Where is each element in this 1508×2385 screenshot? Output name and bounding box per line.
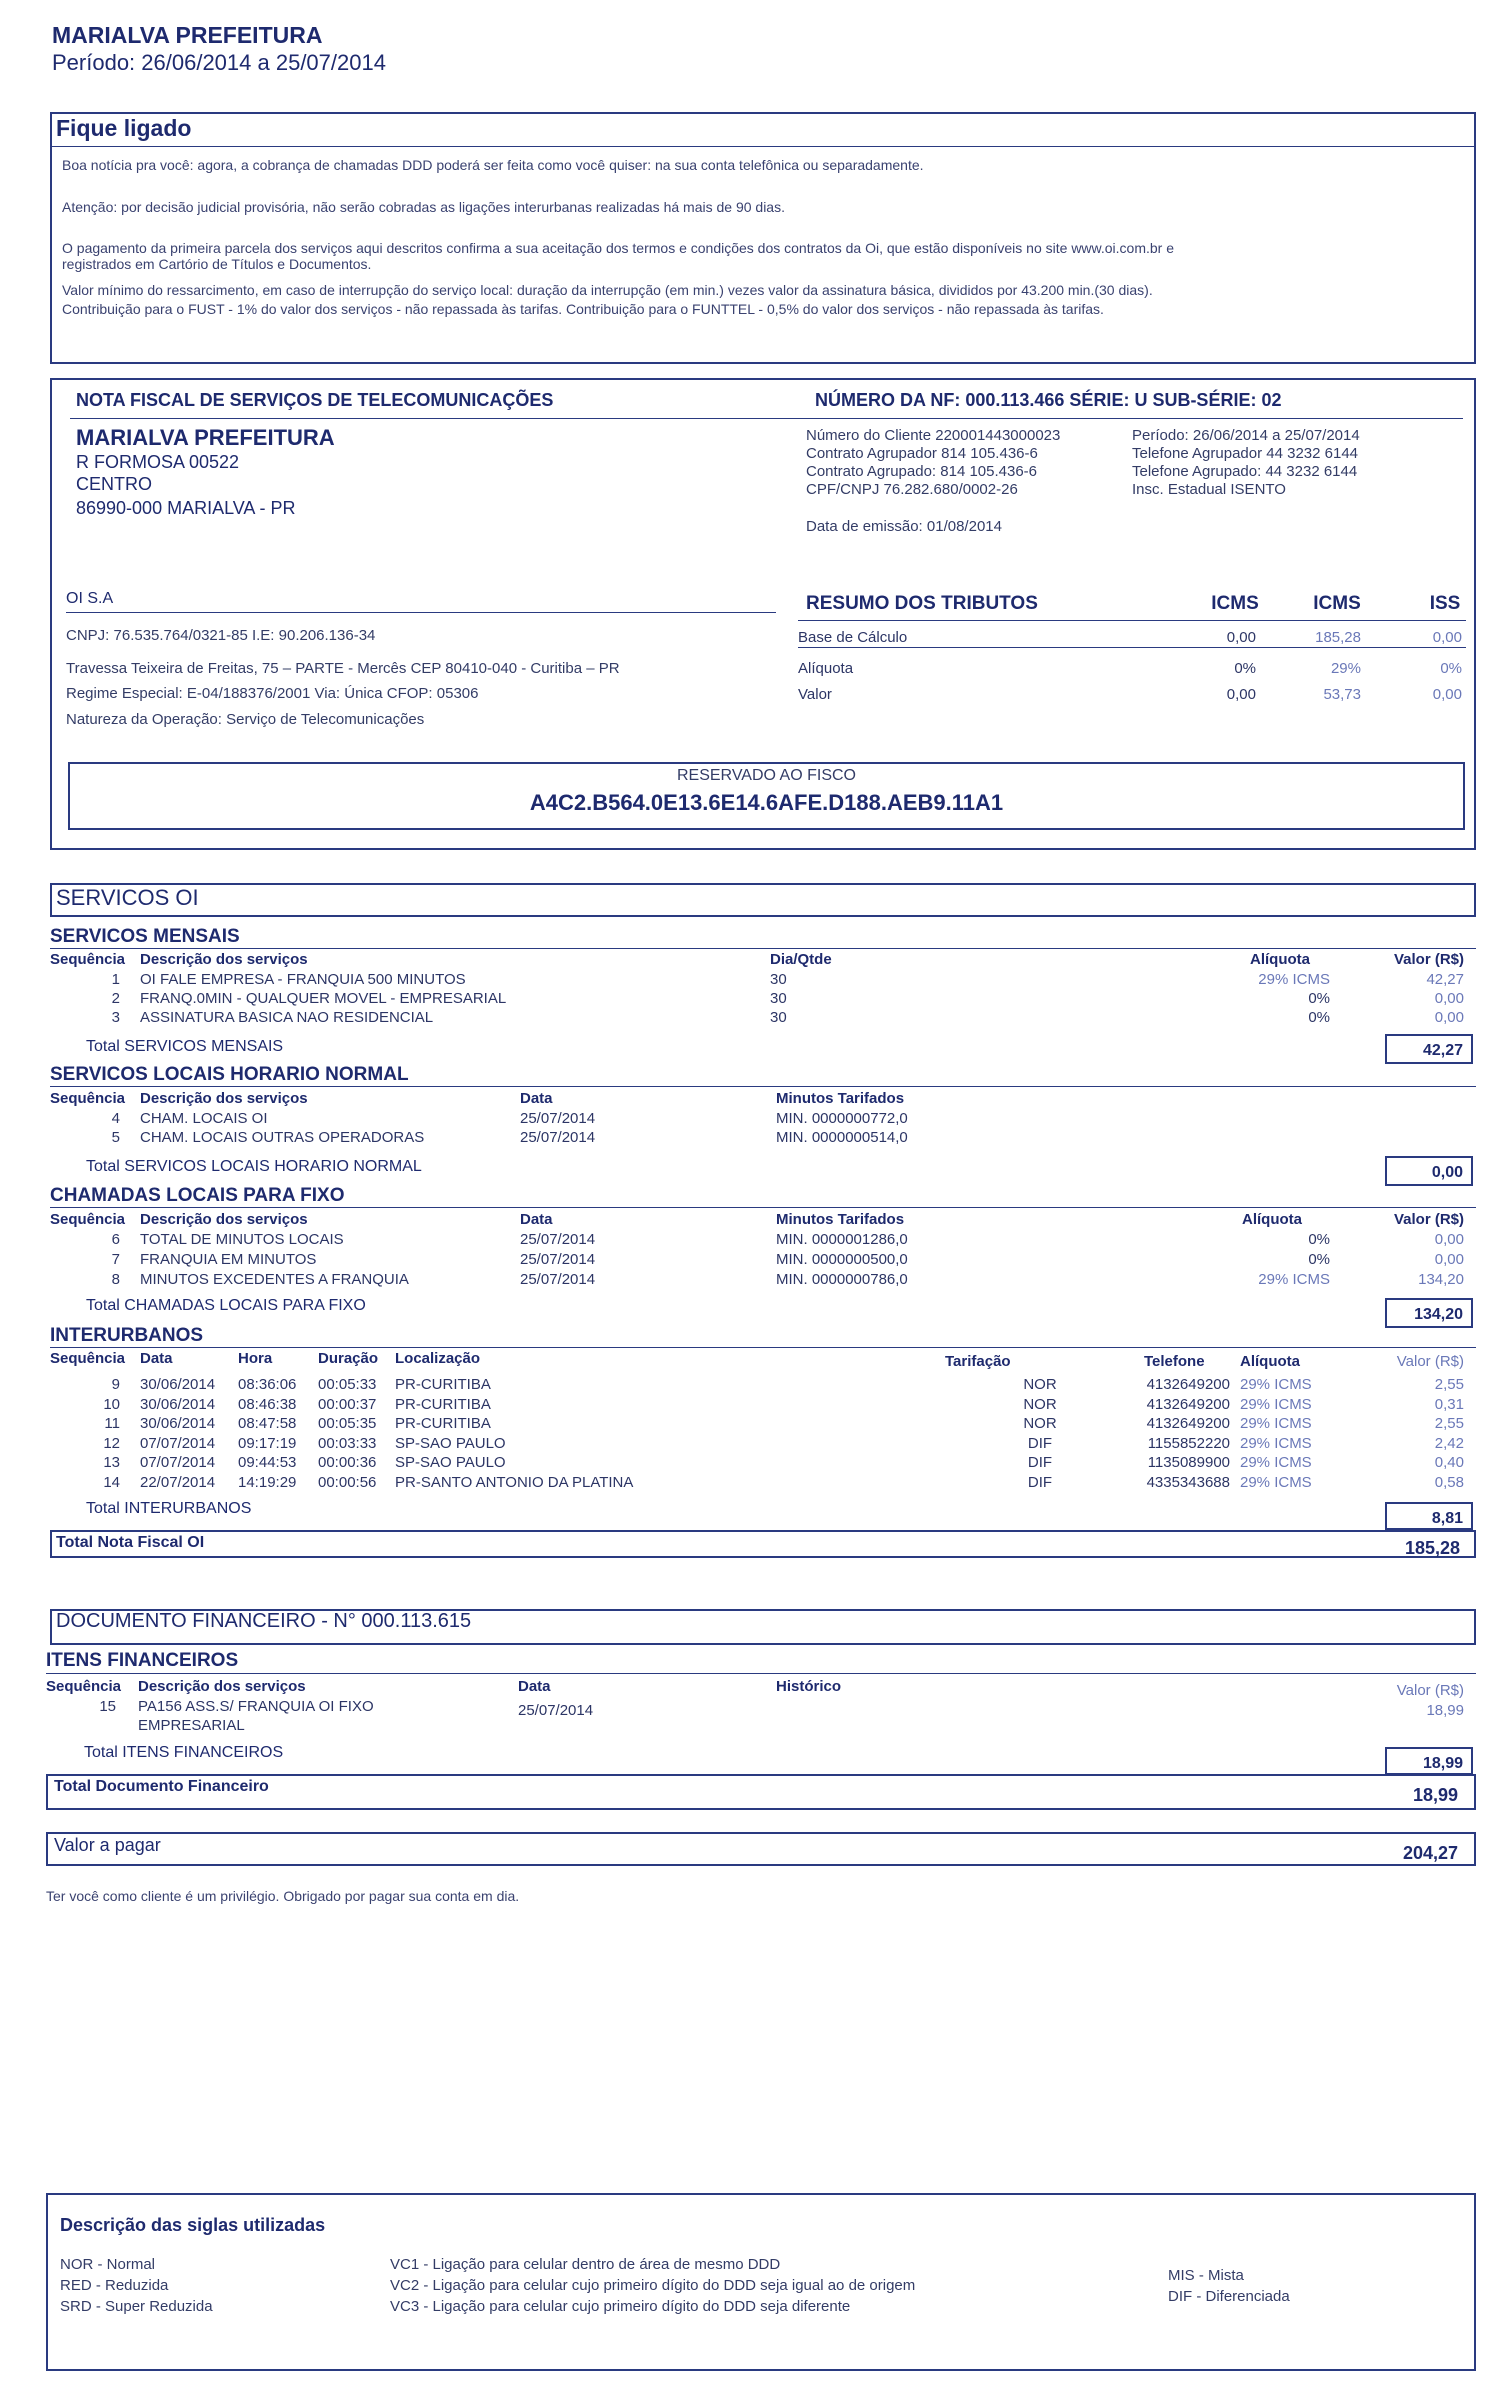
tributos-value: 53,73 xyxy=(1323,686,1361,703)
row-tarifacao: DIF xyxy=(1027,1434,1053,1452)
documento-title: DOCUMENTO FINANCEIRO - N° 000.113.615 xyxy=(56,1610,472,1632)
siglas-col-1 xyxy=(60,2254,213,2317)
tributos-col-icms-2: ICMS xyxy=(1313,593,1361,614)
row-telefone: 1155852220 xyxy=(1147,1434,1230,1452)
row-aliq: 0% xyxy=(1308,1231,1330,1248)
valor-pagar-box xyxy=(46,1832,1476,1866)
col-desc: Descrição dos serviços xyxy=(138,1678,306,1695)
col-dia: Dia/Qtde xyxy=(770,951,832,968)
table-row xyxy=(50,1110,1476,1129)
col-aliq: Alíquota xyxy=(1250,951,1310,968)
row-valor: 42,27 xyxy=(1426,971,1464,988)
row-valor: 0,00 xyxy=(1434,1009,1464,1026)
col-desc: Descrição dos serviços xyxy=(140,1211,308,1228)
section-fixo-title: CHAMADAS LOCAIS PARA FIXO xyxy=(50,1185,345,1206)
fisco-code: A4C2.B564.0E13.6E14.6AFE.D188.AEB9.11A1 xyxy=(529,790,1004,815)
table-row xyxy=(50,1009,1476,1028)
col-desc: Descrição dos serviços xyxy=(140,951,308,968)
valor-pagar-label: Valor a pagar xyxy=(54,1835,161,1855)
row-seq: 13 xyxy=(103,1454,120,1471)
insc-estadual: Insc. Estadual ISENTO xyxy=(1132,481,1286,498)
phone-agrupado: Telefone Agrupado: 44 3232 6144 xyxy=(1132,463,1358,480)
row-hora: 08:36:06 xyxy=(238,1376,297,1393)
sigla-vc1: VC1 - Ligação para celular dentro de área de mesmo DDD xyxy=(390,2256,781,2273)
row-dia: 30 xyxy=(770,990,787,1007)
col-seq: Sequência xyxy=(50,1211,126,1228)
company-cnpj: CNPJ: 76.535.764/0321-85 I.E: 90.206.136-34 xyxy=(66,627,376,644)
itens-title: ITENS FINANCEIROS xyxy=(46,1650,239,1671)
row-seq: 7 xyxy=(111,1251,120,1268)
row-hora: 14:19:29 xyxy=(238,1473,297,1491)
sigla-red: RED - Reduzida xyxy=(60,2277,169,2294)
notice-line-3: O pagamento da primeira parcela dos serviços aqui descritos confirma a sua aceitação dos termos e condições dos contratos da Oi, que estão disponíveis no site www.oi.com.br e xyxy=(62,240,1175,256)
section-locais-title: SERVICOS LOCAIS HORARIO NORMAL xyxy=(50,1064,409,1085)
row-seq: 4 xyxy=(111,1110,120,1127)
row-data: 25/07/2014 xyxy=(520,1231,596,1248)
row-valor: 0,00 xyxy=(1434,1251,1464,1268)
row-valor: 2,55 xyxy=(1434,1415,1464,1432)
section-inter-title: INTERURBANOS xyxy=(50,1325,204,1346)
tributos-label: Valor xyxy=(798,686,832,703)
row-desc-cont: EMPRESARIAL xyxy=(138,1717,245,1734)
col-telefone: Telefone xyxy=(1144,1353,1205,1370)
phone-agrupador: Telefone Agrupador 44 3232 6144 xyxy=(1132,445,1359,462)
col-seq: Sequência xyxy=(50,1090,126,1107)
row-desc: OI FALE EMPRESA - FRANQUIA 500 MINUTOS xyxy=(140,971,466,988)
row-aliq: 0% xyxy=(1308,1009,1330,1026)
row-localizacao: SP-SAO PAULO xyxy=(395,1434,506,1452)
row-telefone: 1135089900 xyxy=(1147,1454,1230,1471)
row-telefone: 4132649200 xyxy=(1146,1376,1230,1393)
row-localizacao: PR-CURITIBA xyxy=(395,1415,491,1432)
col-seq: Sequência xyxy=(46,1678,122,1695)
row-data: 30/06/2014 xyxy=(140,1415,216,1432)
company-natureza: Natureza da Operação: Serviço de Telecomunicações xyxy=(66,711,425,728)
row-seq: 11 xyxy=(104,1415,120,1432)
inter-total: 8,81 xyxy=(1385,1502,1473,1530)
col-aliq: Alíquota xyxy=(1240,1353,1300,1370)
tributos-label: Base de Cálculo xyxy=(798,629,908,646)
table-row xyxy=(50,1129,1476,1148)
col-localizacao: Localização xyxy=(395,1350,481,1367)
sigla-mis: MIS - Mista xyxy=(1168,2267,1244,2284)
row-aliq: 29% ICMS xyxy=(1240,1395,1312,1413)
col-hora: Hora xyxy=(238,1350,273,1367)
company-address: Travessa Teixeira de Freitas, 75 – PARTE - Mercês CEP 80410-040 - Curitiba – PR xyxy=(66,660,620,677)
row-desc: CHAM. LOCAIS OI xyxy=(140,1110,268,1127)
row-hora: 09:44:53 xyxy=(238,1454,297,1471)
tributos-value: 0,00 xyxy=(1432,686,1462,703)
tributos-row-aliquota xyxy=(798,660,1466,680)
notice-line-1: Boa notícia pra você: agora, a cobrança de chamadas DDD poderá ser feita como você quiser: na sua conta telefônica ou separadamente. xyxy=(62,157,924,173)
nf-info-right xyxy=(1132,427,1360,499)
row-duracao: 00:00:56 xyxy=(318,1473,377,1491)
row-min: MIN. 0000000514,0 xyxy=(776,1129,908,1146)
row-aliq: 29% ICMS xyxy=(1240,1473,1312,1491)
table-row xyxy=(50,1271,1476,1290)
row-aliq: 0% xyxy=(1308,990,1330,1007)
locais-header xyxy=(50,1090,1476,1108)
sigla-vc2: VC2 - Ligação para celular cujo primeiro dígito do DDD seja igual ao de origem xyxy=(390,2277,916,2294)
col-desc: Descrição dos serviços xyxy=(140,1090,308,1107)
row-valor: 18,99 xyxy=(1426,1702,1464,1719)
row-telefone: 4132649200 xyxy=(1146,1395,1230,1413)
nf-number: NÚMERO DA NF: 000.113.466 SÉRIE: U SUB-SÉRIE: 02 xyxy=(815,390,1282,410)
row-tarifacao: NOR xyxy=(1023,1395,1057,1413)
nf-period: Período: 26/06/2014 a 25/07/2014 xyxy=(1132,427,1360,444)
notice-line-4: registrados em Cartório de Títulos e Documentos. xyxy=(62,256,372,272)
tributos-value: 0,00 xyxy=(1432,629,1462,646)
mensais-header xyxy=(50,951,1476,969)
row-data: 30/06/2014 xyxy=(140,1395,216,1413)
row-duracao: 00:00:37 xyxy=(318,1395,377,1413)
tributos-title: RESUMO DOS TRIBUTOS xyxy=(806,593,1038,614)
tributos-row-valor xyxy=(798,686,1466,706)
row-min: MIN. 0000001286,0 xyxy=(776,1231,908,1248)
fixo-total: 134,20 xyxy=(1385,1298,1473,1328)
inter-header xyxy=(50,1350,1476,1368)
row-localizacao: PR-CURITIBA xyxy=(395,1376,491,1393)
tributos-value: 0% xyxy=(1234,660,1256,677)
row-data: 25/07/2014 xyxy=(520,1129,596,1146)
notice-line-5: Valor mínimo do ressarcimento, em caso de interrupção do serviço local: duração da interrupção (em min.) vezes valor da assinatura básica, divididos por 43.200 min.(30 dias). xyxy=(62,282,1153,298)
row-duracao: 00:03:33 xyxy=(318,1434,377,1452)
row-valor: 0,00 xyxy=(1434,1231,1464,1248)
tributos-col-iss: ISS xyxy=(1429,593,1461,614)
tributos-value: 0,00 xyxy=(1226,629,1256,646)
row-aliq: 29% ICMS xyxy=(1258,1271,1330,1288)
row-valor: 2,42 xyxy=(1434,1434,1464,1452)
col-tarifacao: Tarifação xyxy=(945,1353,1011,1370)
contract-agrupador: Contrato Agrupador 814 105.436-6 xyxy=(806,445,1038,462)
mensais-total: 42,27 xyxy=(1385,1034,1473,1064)
col-aliq: Alíquota xyxy=(1242,1211,1302,1228)
col-data: Data xyxy=(140,1350,173,1367)
row-seq: 1 xyxy=(111,971,120,988)
row-hora: 08:46:38 xyxy=(238,1395,297,1413)
row-tarifacao: DIF xyxy=(1027,1473,1053,1491)
tributos-value: 0% xyxy=(1440,660,1462,677)
row-desc: PA156 ASS.S/ FRANQUIA OI FIXO xyxy=(138,1698,374,1715)
client-name: MARIALVA PREFEITURA xyxy=(76,425,335,450)
row-seq: 8 xyxy=(111,1271,120,1288)
row-localizacao: PR-CURITIBA xyxy=(395,1395,491,1413)
row-seq: 2 xyxy=(111,990,120,1007)
tributos-label: Alíquota xyxy=(798,660,854,677)
itens-total: 18,99 xyxy=(1385,1747,1473,1775)
row-min: MIN. 0000000772,0 xyxy=(776,1110,908,1127)
row-dia: 30 xyxy=(770,1009,787,1026)
col-duracao: Duração xyxy=(318,1350,379,1367)
row-data: 25/07/2014 xyxy=(520,1251,596,1268)
row-duracao: 00:00:36 xyxy=(318,1454,377,1471)
row-data: 25/07/2014 xyxy=(518,1702,594,1719)
col-valor: Valor (R$) xyxy=(1393,1211,1464,1228)
itens-total-label: Total ITENS FINANCEIROS xyxy=(84,1744,284,1761)
sigla-srd: SRD - Super Reduzida xyxy=(60,2298,213,2315)
table-row xyxy=(50,1454,1476,1473)
company-name: OI S.A xyxy=(66,590,114,607)
notice-box xyxy=(50,112,1476,364)
col-min: Minutos Tarifados xyxy=(776,1090,905,1107)
row-data: 25/07/2014 xyxy=(520,1271,596,1288)
total-doc-label: Total Documento Financeiro xyxy=(54,1778,269,1795)
mensais-total-label: Total SERVICOS MENSAIS xyxy=(86,1038,284,1055)
itens-header xyxy=(46,1678,1476,1699)
row-seq: 15 xyxy=(99,1698,116,1715)
row-data: 22/07/2014 xyxy=(140,1473,216,1491)
row-desc: FRANQUIA EM MINUTOS xyxy=(140,1251,317,1268)
nf-title: NOTA FISCAL DE SERVIÇOS DE TELECOMUNICAÇÕES xyxy=(76,390,554,410)
total-nf-value: 185,28 xyxy=(1404,1538,1460,1558)
row-seq: 14 xyxy=(103,1473,120,1491)
company-regime: Regime Especial: E-04/188376/2001 Via: Única CFOP: 05306 xyxy=(66,685,479,702)
row-aliq: 29% ICMS xyxy=(1258,971,1330,988)
row-aliq: 29% ICMS xyxy=(1240,1376,1312,1393)
row-duracao: 00:05:33 xyxy=(318,1376,377,1393)
row-desc: MINUTOS EXCEDENTES A FRANQUIA xyxy=(140,1271,409,1288)
row-valor: 0,40 xyxy=(1434,1454,1464,1471)
client-address-3: 86990-000 MARIALVA - PR xyxy=(76,498,296,518)
row-hora: 09:17:19 xyxy=(238,1434,297,1452)
servicos-oi-box xyxy=(50,883,1476,917)
sigla-dif: DIF - Diferenciada xyxy=(1168,2288,1290,2305)
table-row xyxy=(50,1415,1476,1434)
tributos-value: 29% xyxy=(1330,660,1361,677)
row-tarifacao: NOR xyxy=(1023,1376,1057,1393)
section-mensais-title: SERVICOS MENSAIS xyxy=(50,926,240,947)
col-data: Data xyxy=(520,1211,553,1228)
total-doc-value: 18,99 xyxy=(1412,1785,1458,1805)
col-data: Data xyxy=(520,1090,553,1107)
row-tarifacao: DIF xyxy=(1027,1454,1053,1471)
emission-date: Data de emissão: 01/08/2014 xyxy=(806,518,1002,535)
row-valor: 0,58 xyxy=(1434,1473,1464,1491)
row-dia: 30 xyxy=(770,971,787,988)
row-tarifacao: NOR xyxy=(1023,1415,1057,1432)
row-hora: 08:47:58 xyxy=(238,1415,297,1432)
siglas-col-2 xyxy=(390,2254,915,2317)
row-desc: CHAM. LOCAIS OUTRAS OPERADORAS xyxy=(140,1129,425,1146)
tributos-row-base xyxy=(798,629,1466,649)
nf-info-left xyxy=(806,427,1060,499)
row-aliq: 29% ICMS xyxy=(1240,1415,1312,1432)
row-data: 07/07/2014 xyxy=(140,1434,216,1452)
col-seq: Sequência xyxy=(50,1350,126,1367)
table-row xyxy=(50,1435,1476,1454)
row-seq: 3 xyxy=(111,1009,120,1026)
tributos-col-icms-1: ICMS xyxy=(1211,593,1259,614)
locais-total-label: Total SERVICOS LOCAIS HORARIO NORMAL xyxy=(86,1158,422,1175)
table-row xyxy=(50,990,1476,1009)
row-aliq: 0% xyxy=(1308,1251,1330,1268)
fisco-label: RESERVADO AO FISCO xyxy=(676,767,856,784)
row-seq: 9 xyxy=(111,1376,120,1393)
sigla-nor: NOR - Normal xyxy=(60,2256,156,2273)
client-address-1: R FORMOSA 00522 xyxy=(76,452,240,472)
col-data: Data xyxy=(518,1678,551,1695)
row-seq: 6 xyxy=(111,1231,120,1248)
col-seq: Sequência xyxy=(50,951,126,968)
row-seq: 12 xyxy=(103,1434,120,1452)
siglas-col-3 xyxy=(1168,2265,1290,2307)
row-valor: 134,20 xyxy=(1418,1271,1464,1288)
tributos-value: 0,00 xyxy=(1226,686,1256,703)
row-telefone: 4132649200 xyxy=(1146,1415,1230,1432)
col-min: Minutos Tarifados xyxy=(776,1211,905,1228)
billing-period: Período: 26/06/2014 a 25/07/2014 xyxy=(52,50,386,75)
notice-title: Fique ligado xyxy=(56,115,192,141)
row-data: 30/06/2014 xyxy=(140,1376,216,1393)
client-address-2: CENTRO xyxy=(76,474,152,494)
cpf-cnpj: CPF/CNPJ 76.282.680/0002-26 xyxy=(806,481,1018,498)
col-valor: Valor (R$) xyxy=(1393,951,1464,968)
row-localizacao: SP-SAO PAULO xyxy=(395,1454,506,1471)
notice-line-6: Contribuição para o FUST - 1% do valor dos serviços - não repassada às tarifas. Contribuição para o FUNTTEL - 0,5% do valor dos serviços - não repassada às tarifas. xyxy=(62,301,1104,317)
customer-name: MARIALVA PREFEITURA xyxy=(52,22,323,48)
row-telefone: 4335343688 xyxy=(1146,1473,1230,1491)
row-min: MIN. 0000000786,0 xyxy=(776,1271,908,1288)
row-data: 07/07/2014 xyxy=(140,1454,216,1471)
table-row xyxy=(50,1376,1476,1395)
client-number: Número do Cliente 220001443000023 xyxy=(806,427,1061,444)
locais-total: 0,00 xyxy=(1385,1156,1473,1186)
fixo-header xyxy=(50,1211,1476,1229)
thanks-message: Ter você como cliente é um privilégio. Obrigado por pagar sua conta em dia. xyxy=(46,1888,520,1904)
total-nf-label: Total Nota Fiscal OI xyxy=(56,1534,205,1551)
row-data: 25/07/2014 xyxy=(520,1110,596,1127)
col-historico: Histórico xyxy=(776,1678,842,1695)
row-desc: TOTAL DE MINUTOS LOCAIS xyxy=(140,1231,344,1248)
table-row xyxy=(46,1698,1476,1738)
notice-line-2: Atenção: por decisão judicial provisória, não serão cobradas as ligações interurbanas realizadas há mais de 90 dias. xyxy=(62,199,785,215)
col-valor: Valor (R$) xyxy=(1396,1682,1464,1699)
row-valor: 0,00 xyxy=(1434,990,1464,1007)
inter-total-label: Total INTERURBANOS xyxy=(86,1500,252,1517)
row-min: MIN. 0000000500,0 xyxy=(776,1251,908,1268)
row-aliq: 29% ICMS xyxy=(1240,1454,1312,1471)
table-row xyxy=(50,1231,1476,1250)
total-nf-box xyxy=(50,1530,1476,1558)
contract-agrupado: Contrato Agrupado: 814 105.436-6 xyxy=(806,463,1038,480)
row-seq: 5 xyxy=(111,1129,120,1146)
col-valor: Valor (R$) xyxy=(1396,1353,1464,1370)
row-duracao: 00:05:35 xyxy=(318,1415,377,1432)
sigla-vc3: VC3 - Ligação para celular cujo primeiro dígito do DDD seja diferente xyxy=(390,2298,851,2315)
row-desc: FRANQ.0MIN - QUALQUER MOVEL - EMPRESARIAL xyxy=(140,990,507,1007)
table-row xyxy=(50,1251,1476,1270)
servicos-oi-title: SERVICOS OI xyxy=(56,885,199,910)
valor-pagar-value: 204,27 xyxy=(1402,1843,1458,1863)
tributos-value: 185,28 xyxy=(1315,629,1361,646)
table-row xyxy=(50,971,1476,990)
row-valor: 2,55 xyxy=(1434,1376,1464,1393)
fixo-total-label: Total CHAMADAS LOCAIS PARA FIXO xyxy=(86,1297,366,1314)
row-aliq: 29% ICMS xyxy=(1240,1434,1312,1452)
table-row xyxy=(50,1474,1476,1493)
table-row xyxy=(50,1396,1476,1415)
row-desc: ASSINATURA BASICA NAO RESIDENCIAL xyxy=(140,1009,434,1026)
row-seq: 10 xyxy=(103,1395,120,1413)
row-localizacao: PR-SANTO ANTONIO DA PLATINA xyxy=(395,1473,634,1491)
row-valor: 0,31 xyxy=(1434,1395,1464,1413)
siglas-title: Descrição das siglas utilizadas xyxy=(60,2215,326,2235)
